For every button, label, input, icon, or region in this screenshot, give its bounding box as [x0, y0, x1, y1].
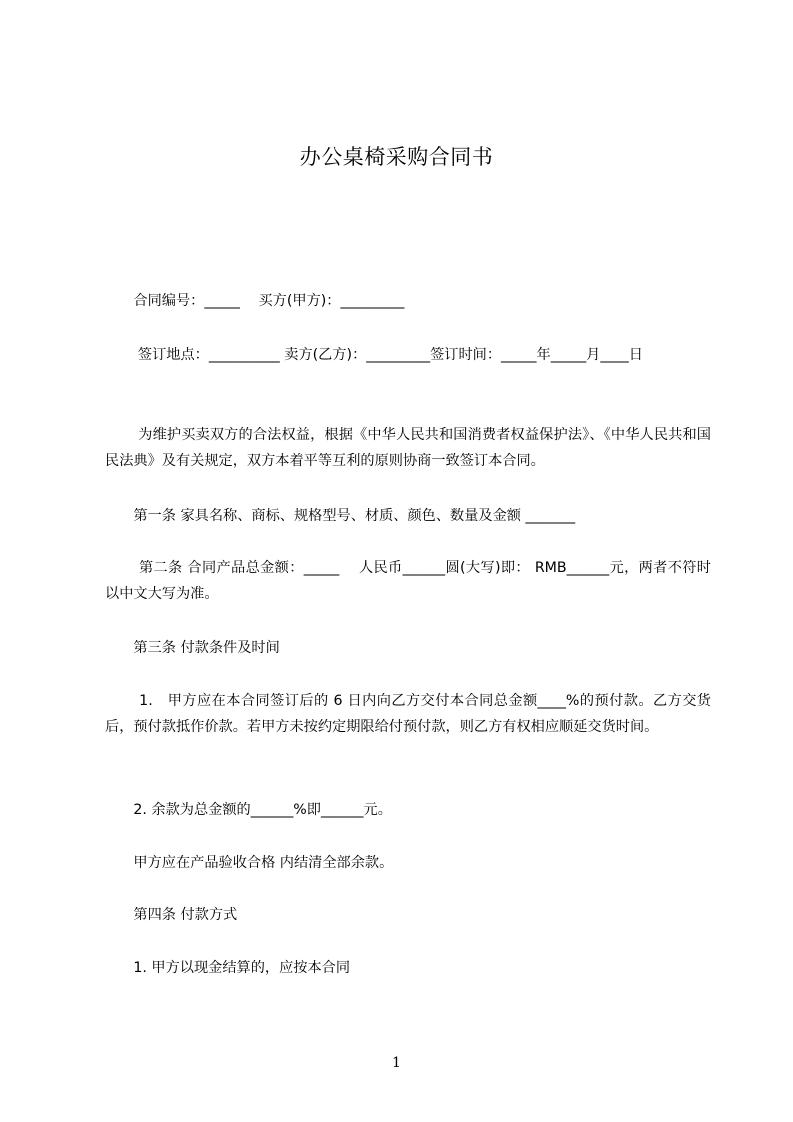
article-3-clause-2: 2. 余款为总金额的______%即______元。 — [105, 802, 392, 818]
signing-info-line: 签订地点：__________ 卖方(乙方)：_________签订时间：_____年_____月____日 — [105, 347, 643, 363]
article-4-clause-1: 1. 甲方以现金结算的，应按本合同 — [105, 960, 351, 976]
balance-settlement-line: 甲方应在产品验收合格 内结清全部余款。 — [105, 855, 394, 871]
article-3-heading: 第三条 付款条件及时间 — [105, 640, 280, 656]
document-title: 办公桌椅采购合同书 — [299, 145, 494, 169]
preamble-paragraph: 为维护买卖双方的合法权益，根据《中华人民共和国消费者权益保护法》、《中华人民共和国民法典》及有关规定，双方本着平等互利的原则协商一致签订本合同。 — [105, 427, 711, 469]
article-3-clause-1: 1. 甲方应在本合同签订后的 6 日内向乙方交付本合同总金额____%的预付款。乙方交货后，预付款抵作价款。若甲方未按约定期限给付预付款，则乙方有权相应顺延交货时间。 — [105, 693, 711, 735]
page-number: 1 — [392, 1055, 401, 1071]
article-1: 第一条 家具名称、商标、规格型号、材质、颜色、数量及金额 _______ — [105, 508, 576, 524]
article-2: 第二条 合同产品总金额：_____ 人民币______圆(大写)即： RMB______元，两者不符时以中文大写为准。 — [105, 560, 711, 602]
article-4-heading: 第四条 付款方式 — [105, 907, 238, 923]
contract-number-line: 合同编号：_____ 买方(甲方)：_________ — [105, 293, 405, 309]
